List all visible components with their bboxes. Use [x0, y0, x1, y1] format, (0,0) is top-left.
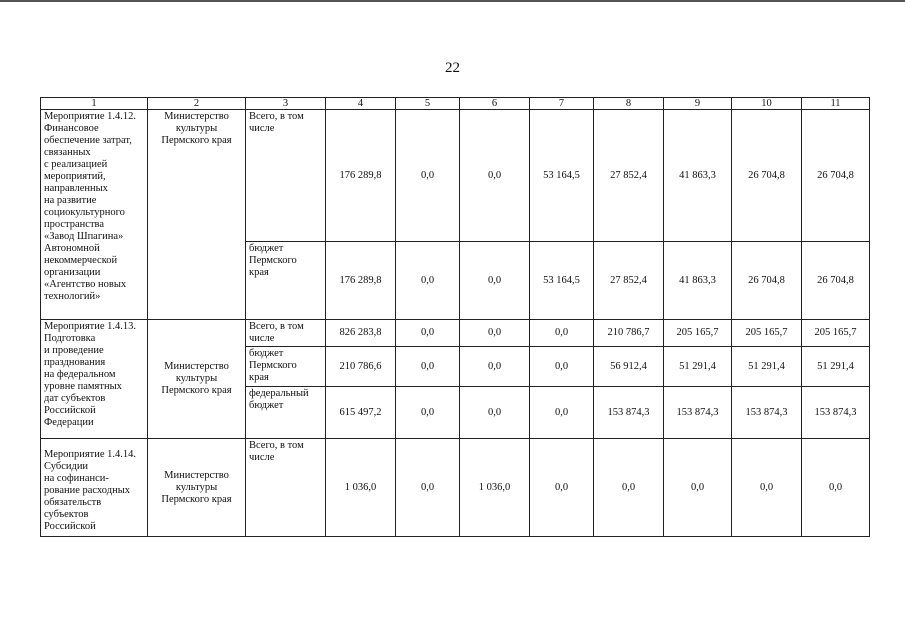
amount-cell: 0,0	[396, 110, 460, 242]
measure-name-line: Мероприятие 1.4.12.	[44, 111, 137, 122]
funding-source-line: края	[249, 372, 269, 383]
measure-name-line: и проведение	[44, 345, 104, 356]
amount-cell: 615 497,2	[326, 387, 396, 439]
measure-name-cell	[41, 439, 148, 537]
measure-name-line: Субсидии	[44, 461, 89, 472]
funding-source-line: числе	[249, 452, 275, 463]
measure-name-line: субъектов	[44, 509, 89, 520]
amount-cell: 41 863,3	[664, 110, 732, 242]
measure-name-line: мероприятий,	[44, 171, 106, 182]
executor-cell	[148, 439, 246, 537]
amount-cell: 0,0	[460, 347, 530, 387]
funding-source-cell	[246, 110, 326, 242]
measure-name-line: пространства	[44, 219, 105, 230]
amount-cell: 0,0	[664, 439, 732, 537]
amount-cell: 0,0	[530, 347, 594, 387]
amount-cell: 0,0	[460, 387, 530, 439]
amount-cell: 0,0	[732, 439, 802, 537]
executor-line: Пермского края	[161, 135, 232, 146]
funding-source-line: числе	[249, 333, 275, 344]
funding-source-cell	[246, 387, 326, 439]
amount-cell: 153 874,3	[594, 387, 664, 439]
measure-name-line: «Агентство новых	[44, 279, 127, 290]
table-row	[41, 439, 870, 537]
measure-name-line: с реализацией	[44, 159, 108, 170]
funding-source-cell	[246, 242, 326, 320]
amount-cell: 210 786,7	[594, 320, 664, 347]
column-number-row	[41, 98, 870, 110]
executor-line: культуры	[175, 481, 218, 493]
funding-source-line: края	[249, 267, 269, 278]
funding-source-line: Всего, в том	[249, 440, 304, 451]
column-header: 3	[246, 98, 326, 110]
page-number: 22	[445, 60, 460, 76]
executor-line: Министерство	[164, 361, 229, 372]
executor-line: Министерство	[164, 469, 229, 481]
measure-name-line: организации	[44, 267, 101, 278]
measure-name-line: Финансовое	[44, 123, 99, 134]
amount-cell: 153 874,3	[664, 387, 732, 439]
column-header: 1	[41, 98, 148, 110]
column-header: 6	[460, 98, 530, 110]
amount-cell: 0,0	[802, 439, 870, 537]
amount-cell: 53 164,5	[530, 242, 594, 320]
column-header: 8	[594, 98, 664, 110]
amount-cell: 41 863,3	[664, 242, 732, 320]
funding-source-line: Всего, в том	[249, 321, 304, 332]
measure-name-line: на федеральном	[44, 369, 116, 380]
funding-source-line: Всего, в том	[249, 111, 304, 122]
executor-line: Пермского края	[161, 493, 232, 505]
measure-name-line: рование расходных	[44, 485, 130, 496]
amount-cell: 56 912,4	[594, 347, 664, 387]
funding-source-line: федеральный	[249, 388, 309, 399]
measure-name-line: Федерации	[44, 417, 94, 428]
measure-name-line: социокультурного	[44, 207, 125, 218]
funding-source-line: бюджет	[249, 400, 284, 411]
column-header: 11	[802, 98, 870, 110]
amount-cell: 0,0	[530, 320, 594, 347]
amount-cell: 53 164,5	[530, 110, 594, 242]
table-row	[41, 320, 870, 347]
amount-cell: 51 291,4	[732, 347, 802, 387]
amount-cell: 205 165,7	[732, 320, 802, 347]
measure-name-line: Мероприятие 1.4.14.	[44, 449, 137, 460]
amount-cell: 0,0	[594, 439, 664, 537]
amount-cell: 0,0	[396, 242, 460, 320]
funding-source-cell	[246, 439, 326, 537]
amount-cell: 0,0	[460, 320, 530, 347]
column-header: 4	[326, 98, 396, 110]
amount-cell: 1 036,0	[460, 439, 530, 537]
funding-source-line: числе	[249, 123, 275, 134]
funding-source-cell	[246, 347, 326, 387]
measure-name-line: связанных	[44, 147, 91, 158]
executor-cell	[148, 320, 246, 439]
measure-name-line: направленных	[44, 183, 108, 194]
measure-name-line: обязательств	[44, 497, 102, 508]
amount-cell: 27 852,4	[594, 110, 664, 242]
column-header: 7	[530, 98, 594, 110]
page-top-edge	[0, 0, 905, 2]
amount-cell: 0,0	[396, 439, 460, 537]
measure-name-line: Автономной	[44, 243, 100, 254]
measure-name-line: Подготовка	[44, 333, 96, 344]
amount-cell: 205 165,7	[664, 320, 732, 347]
amount-cell: 205 165,7	[802, 320, 870, 347]
executor-line: культуры	[175, 373, 218, 384]
measure-name-cell	[41, 110, 148, 320]
executor-cell	[148, 110, 246, 320]
measure-name-line: некоммерческой	[44, 255, 118, 266]
table-row	[41, 110, 870, 242]
amount-cell: 26 704,8	[802, 242, 870, 320]
executor-line: Пермского края	[161, 385, 232, 396]
column-header: 2	[148, 98, 246, 110]
measure-name-line: технологий»	[44, 291, 101, 302]
column-header: 9	[664, 98, 732, 110]
program-funding-table	[40, 97, 870, 537]
measure-name-line: празднования	[44, 357, 106, 368]
column-header: 10	[732, 98, 802, 110]
amount-cell: 0,0	[460, 110, 530, 242]
amount-cell: 26 704,8	[732, 242, 802, 320]
amount-cell: 0,0	[530, 387, 594, 439]
funding-source-cell	[246, 320, 326, 347]
amount-cell: 0,0	[396, 320, 460, 347]
amount-cell: 51 291,4	[664, 347, 732, 387]
measure-name-line: уровне памятных	[44, 381, 122, 392]
amount-cell: 176 289,8	[326, 242, 396, 320]
amount-cell: 210 786,6	[326, 347, 396, 387]
measure-name-line: Российской	[44, 521, 96, 532]
amount-cell: 153 874,3	[802, 387, 870, 439]
amount-cell: 0,0	[530, 439, 594, 537]
amount-cell: 1 036,0	[326, 439, 396, 537]
amount-cell: 26 704,8	[732, 110, 802, 242]
funding-source-line: бюджет	[249, 243, 284, 254]
measure-name-line: Мероприятие 1.4.13.	[44, 321, 137, 332]
executor-line: Министерство	[164, 111, 229, 122]
funding-source-line: Пермского	[249, 255, 297, 266]
amount-cell: 0,0	[460, 242, 530, 320]
amount-cell: 0,0	[396, 347, 460, 387]
measure-name-line: Российской	[44, 405, 96, 416]
executor-line: культуры	[175, 123, 218, 134]
measure-name-cell	[41, 320, 148, 439]
funding-source-line: Пермского	[249, 360, 297, 371]
amount-cell: 51 291,4	[802, 347, 870, 387]
amount-cell: 0,0	[396, 387, 460, 439]
column-header: 5	[396, 98, 460, 110]
measure-name-line: обеспечение затрат,	[44, 135, 132, 146]
measure-name-line: «Завод Шпагина»	[44, 231, 124, 242]
funding-source-line: бюджет	[249, 348, 284, 359]
amount-cell: 27 852,4	[594, 242, 664, 320]
amount-cell: 153 874,3	[732, 387, 802, 439]
amount-cell: 826 283,8	[326, 320, 396, 347]
measure-name-line: дат субъектов	[44, 393, 106, 404]
measure-name-line: на софинанси-	[44, 473, 109, 484]
amount-cell: 26 704,8	[802, 110, 870, 242]
amount-cell: 176 289,8	[326, 110, 396, 242]
measure-name-line: на развитие	[44, 195, 97, 206]
